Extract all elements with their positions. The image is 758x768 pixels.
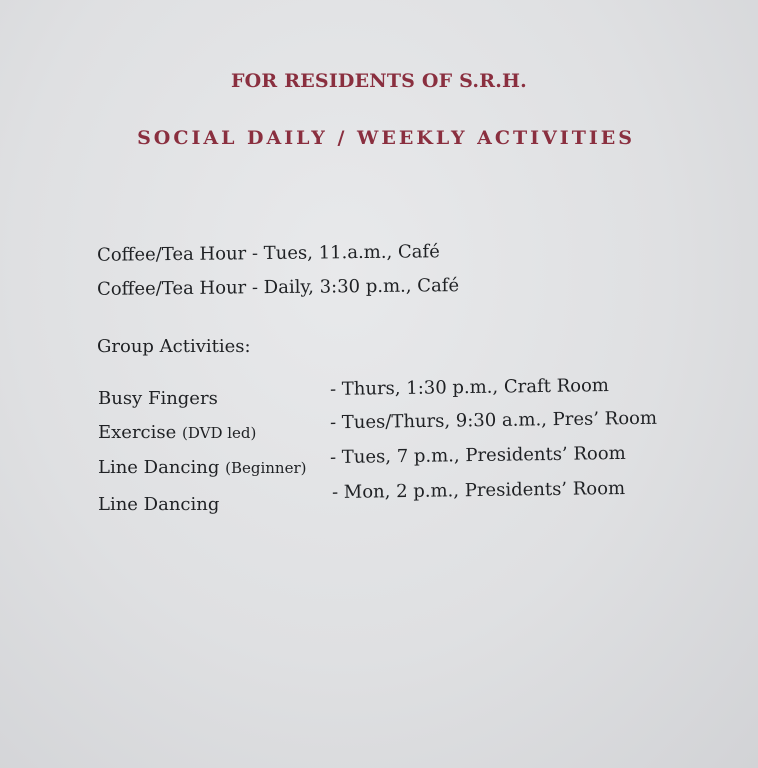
activity-name: Busy Fingers <box>98 388 218 409</box>
activity-name: Line Dancing (Beginner) <box>98 457 307 478</box>
coffee-line-tuesday: Coffee/Tea Hour - Tues, 11.a.m., Café <box>96 241 440 266</box>
residents-header: FOR RESIDENTS OF S.R.H. <box>230 70 527 92</box>
activity-name: Line Dancing <box>98 494 220 515</box>
activities-title: SOCIAL DAILY / WEEKLY ACTIVITIES <box>137 127 635 149</box>
activity-name: Exercise (DVD led) <box>98 422 257 443</box>
activity-schedule: - Thurs, 1:30 p.m., Craft Room <box>329 375 610 400</box>
coffee-line-daily: Coffee/Tea Hour - Daily, 3:30 p.m., Café <box>96 275 460 300</box>
activity-schedule: - Tues, 7 p.m., Presidents’ Room <box>329 442 626 469</box>
group-activities-heading: Group Activities: <box>97 336 251 357</box>
activity-note: (DVD led) <box>182 424 257 442</box>
activity-schedule: - Tues/Thurs, 9:30 a.m., Pres’ Room <box>329 407 658 434</box>
activity-note: (Beginner) <box>225 459 307 477</box>
activity-schedule: - Mon, 2 p.m., Presidents’ Room <box>331 477 626 504</box>
